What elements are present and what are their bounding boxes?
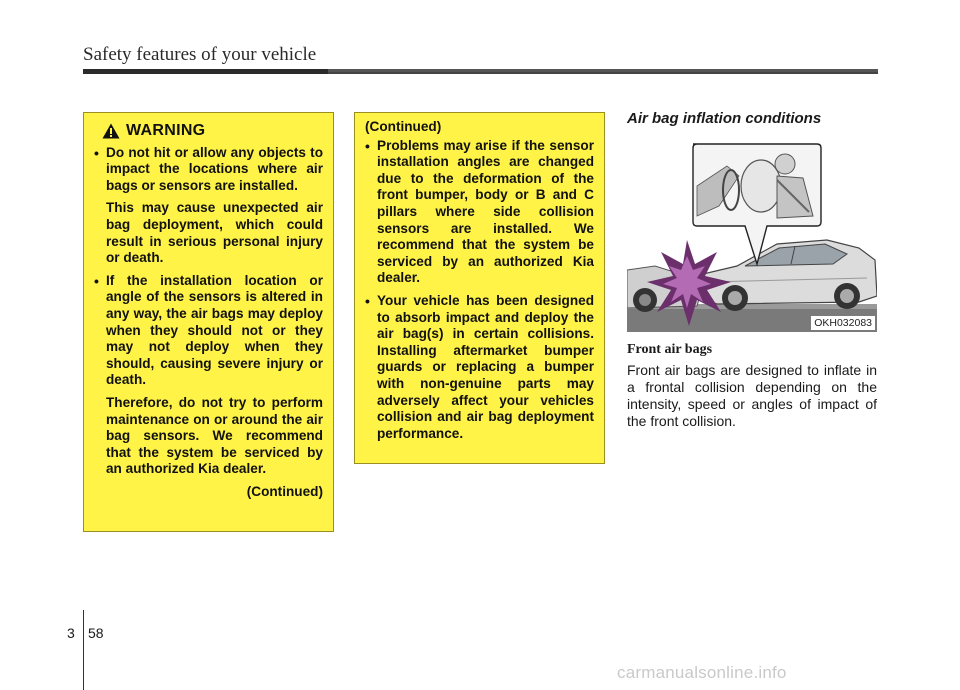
warning-bullet-1-text: Do not hit or allow any objects to impact the locations where air bags or sensors are installed.	[106, 144, 323, 193]
continued-box	[354, 112, 605, 464]
warning-bullet-2-text: If the installation location or angle of the sensors is altered in any way, the air bags may deploy when they should not or they may not deploy when they should, causing severe injury or death.	[106, 272, 323, 388]
section-title: Air bag inflation conditions	[627, 110, 822, 127]
watermark: carmanualsonline.info	[617, 663, 787, 682]
warning-bullet-1	[94, 145, 323, 195]
continued-bullet-2	[365, 293, 594, 442]
bullet-dot: •	[94, 144, 99, 161]
bullet-dot: •	[365, 292, 370, 309]
footer-rule	[83, 610, 84, 690]
warning-bullet-2-followup: Therefore, do not try to perform maintenance on or around the air bag sensors. We recommend that the system be serviced by an authorized Kia dealer.	[106, 394, 323, 477]
continued-bullet-1-text: Problems may arise if the sensor installation angles are changed due to the deformation of the front bumper, body or B and C pillars where side collision sensors are installed. We recommend that the system be serviced by an authorized Kia dealer.	[377, 137, 594, 286]
warning-triangle-icon	[102, 123, 120, 139]
warning-bullet-2	[94, 273, 323, 389]
page-header-title: Safety features of your vehicle	[83, 44, 317, 65]
continued-bullet-2-text: Your vehicle has been designed to absorb impact and deploy the air bag(s) in certain collisions. Installing aftermarket bumper guards or replacing a bumper with non-genuine parts may adversely affect your vehicles collision and air bag deployment performance.	[377, 292, 594, 441]
bullet-dot: •	[365, 137, 370, 154]
section-body: Front air bags are designed to inflate in a frontal collision depending on the intensity, speed or angles of impact of the front collision.	[627, 362, 877, 429]
section-subtitle: Front air bags	[627, 342, 713, 357]
warning-heading-text: WARNING	[126, 122, 206, 139]
figure-label: OKH032083	[811, 316, 875, 330]
warning-heading	[102, 123, 323, 140]
continued-bullet-1	[365, 138, 594, 287]
page-chapter: 3	[67, 625, 75, 641]
airbag-illustration	[627, 136, 877, 332]
page-number: 58	[88, 625, 104, 641]
continued-heading: (Continued)	[365, 119, 442, 134]
warning-continued: (Continued)	[246, 483, 323, 499]
bullet-dot: •	[94, 272, 99, 289]
warning-box	[83, 112, 334, 532]
warning-bullet-1-followup: This may cause unexpected air bag deployment, which could result in serious personal injury or death.	[106, 200, 323, 266]
header-rule	[83, 69, 878, 74]
collision-illustration-icon	[627, 136, 877, 332]
